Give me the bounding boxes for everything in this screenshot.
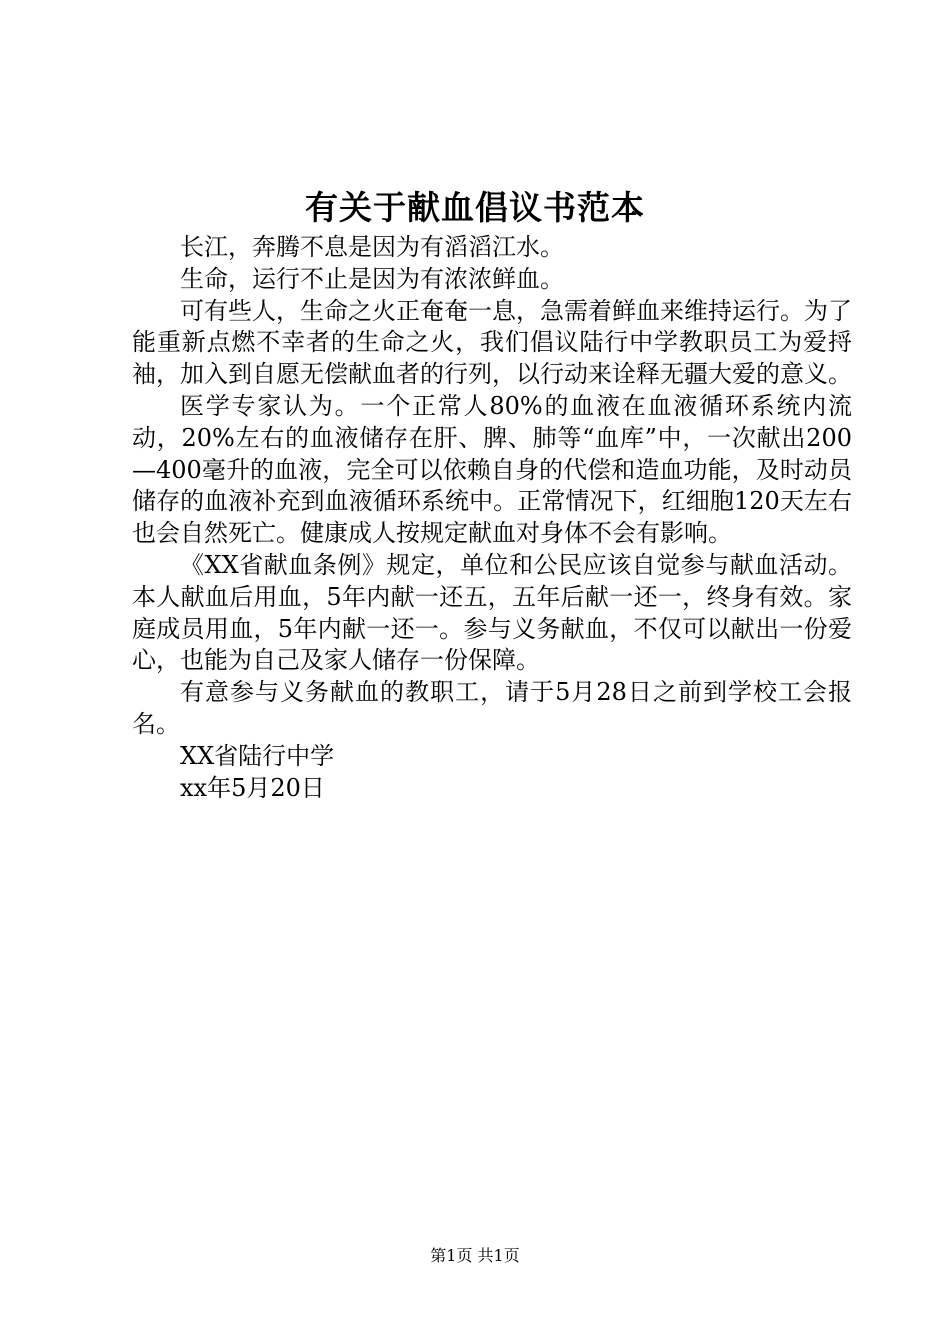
document-title: 有关于献血倡议书范本	[305, 188, 645, 227]
document-body	[132, 232, 852, 804]
paragraph-1: 长江，奔腾不息是因为有滔滔江水。	[180, 233, 564, 261]
paragraph-2: 生命，运行不止是因为有浓浓鲜血。	[180, 264, 564, 293]
paragraph-3: 可有些人，生命之火正奄奄一息，急需着鲜血来维持运行。为了能重新点燃不幸者的生命之火，我们倡议陆行中学教职员工为爱捋袖，加入到自愿无偿献血者的行列，以行动来诠释无疆大爱的意义。	[132, 296, 852, 389]
paragraph-6: 有意参与义务献血的教职工，请于5月28日之前到学校工会报名。	[132, 678, 852, 738]
signature-organization: XX省陆行中学	[180, 741, 335, 770]
paragraph-4: 医学专家认为。一个正常人80%的血液在血液循环系统内流动，20%左右的血液储存在肝、脾、肺等“血库”中，一次献出200—400毫升的血液，完全可以依赖自身的代偿和造血功能，及时动员储存的血液补充到血液循环系统中。正常情况下，红细胞120天左右也会自然死亡。健康成人按规定献血对身体不会有影响。	[132, 391, 852, 548]
signature-date: xx年5月20日	[180, 773, 325, 802]
page-footer: 第1页 共1页	[430, 1246, 520, 1265]
paragraph-5: 《XX省献血条例》规定，单位和公民应该自觉参与献血活动。本人献血后用血，5年内献一还五，五年后献一还一，终身有效。家庭成员用血，5年内献一还一。参与义务献血，不仅可以献出一份爱心，也能为自己及家人储存一份保障。	[132, 550, 852, 675]
